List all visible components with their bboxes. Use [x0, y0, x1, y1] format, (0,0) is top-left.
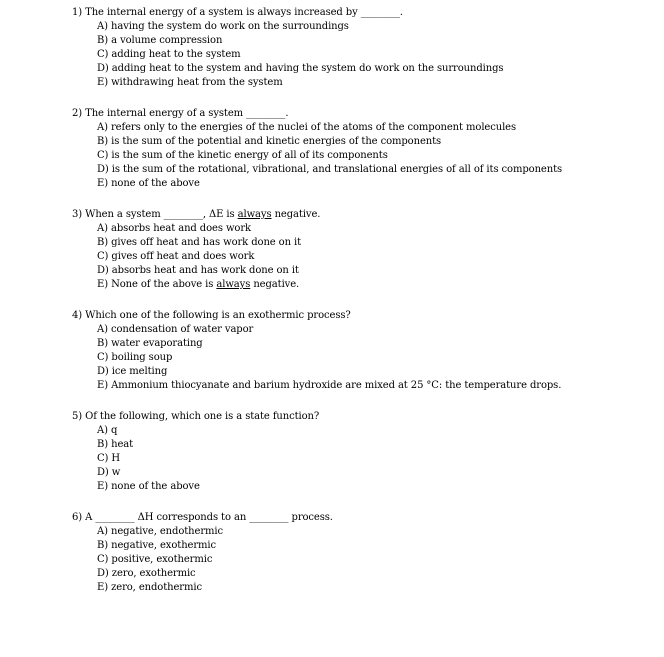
- question-4: [72, 309, 652, 393]
- question-5-choice-c: C) H: [97, 453, 121, 464]
- question-3-stem-emphasis: always: [237, 209, 272, 220]
- question-3-choice-e-part-3: negative.: [250, 279, 300, 290]
- question-2-choice-a: A) refers only to the energies of the nuclei of the atoms of the component molecules: [97, 122, 517, 133]
- question-1-choice-c: C) adding heat to the system: [97, 49, 241, 60]
- question-5-choice-b: B) heat: [97, 439, 134, 450]
- question-6-stem: 6) A ________ ΔH corresponds to an ________ process.: [72, 512, 333, 523]
- question-6: [72, 511, 652, 595]
- question-2: [72, 107, 652, 191]
- question-4-choice-a: A) condensation of water vapor: [97, 324, 254, 335]
- question-6-choice-e: E) zero, endothermic: [97, 582, 202, 593]
- question-3-choice-b: B) gives off heat and has work done on it: [97, 237, 302, 248]
- question-6-choice-d: D) zero, exothermic: [97, 568, 196, 579]
- question-3-choice-e-emphasis: always: [216, 279, 251, 290]
- question-1-stem: 1) The internal energy of a system is always increased by ________.: [72, 7, 404, 18]
- question-3: [72, 208, 652, 292]
- question-3-stem: [72, 208, 652, 222]
- question-4-choice-d: D) ice melting: [97, 366, 168, 377]
- question-2-choice-d: D) is the sum of the rotational, vibrational, and translational energies of all of its components: [97, 164, 563, 175]
- question-2-stem: 2) The internal energy of a system ________.: [72, 108, 289, 119]
- question-6-choice-c: C) positive, exothermic: [97, 554, 213, 565]
- question-4-stem: 4) Which one of the following is an exothermic process?: [72, 310, 351, 321]
- question-6-choice-b: B) negative, exothermic: [97, 540, 217, 551]
- question-3-choice-e-part-1: E) None of the above is: [97, 279, 217, 290]
- question-1-choice-b: B) a volume compression: [97, 35, 223, 46]
- question-3-stem-part-3: negative.: [271, 209, 321, 220]
- question-2-choice-e: E) none of the above: [97, 178, 200, 189]
- question-4-choice-c: C) boiling soup: [97, 352, 173, 363]
- question-5-choice-e: E) none of the above: [97, 481, 200, 492]
- question-2-choice-c: C) is the sum of the kinetic energy of all of its components: [97, 150, 388, 161]
- question-3-choice-c: C) gives off heat and does work: [97, 251, 255, 262]
- question-5: [72, 410, 652, 494]
- question-6-choice-a: A) negative, endothermic: [97, 526, 223, 537]
- question-2-choice-b: B) is the sum of the potential and kinetic energies of the components: [97, 136, 442, 147]
- question-3-choice-a: A) absorbs heat and does work: [97, 223, 251, 234]
- question-4-choice-e: E) Ammonium thiocyanate and barium hydroxide are mixed at 25 °C: the temperature drops.: [97, 380, 562, 391]
- question-3-choice-d: D) absorbs heat and has work done on it: [97, 265, 299, 276]
- question-5-choice-d: D) w: [97, 467, 121, 478]
- question-4-choice-b: B) water evaporating: [97, 338, 203, 349]
- question-5-choice-a: A) q: [97, 425, 118, 436]
- question-1-choice-d: D) adding heat to the system and having the system do work on the surroundings: [97, 63, 504, 74]
- question-5-stem: 5) Of the following, which one is a state function?: [72, 411, 320, 422]
- question-3-stem-part-1: 3) When a system ________, ΔE is: [72, 209, 238, 220]
- question-3-choice-e: [97, 278, 652, 292]
- question-1-choice-a: A) having the system do work on the surroundings: [97, 21, 349, 32]
- question-1: [72, 6, 652, 90]
- question-1-choice-e: E) withdrawing heat from the system: [97, 77, 283, 88]
